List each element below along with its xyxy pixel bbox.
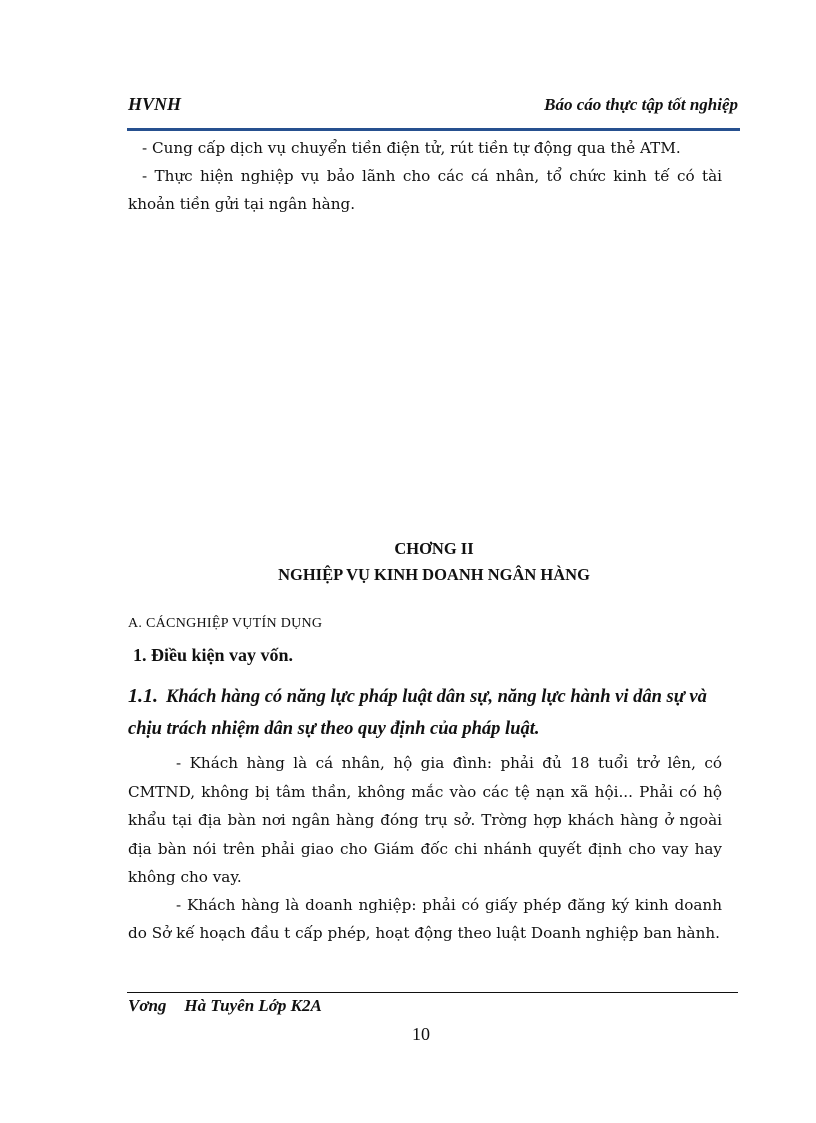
footer-author bbox=[128, 996, 322, 1016]
section-heading: A. CÁCNGHIỆP VỤTÍN DỤNG bbox=[128, 616, 323, 631]
heading-1-1-number: 1.1. bbox=[128, 685, 158, 707]
bullet-paragraph: - Thực hiện nghiệp vụ bảo lãnh cho các cá nhân, tổ chức kinh tế có tài khoản tiền gửi tại ngân hàng. bbox=[128, 167, 722, 213]
footer-name-class: Hà Tuyên Lớp K2A bbox=[184, 996, 322, 1015]
header-right: Báo cáo thực tập tốt nghiệp bbox=[544, 95, 738, 114]
footer-author-first: Vơng bbox=[128, 996, 167, 1015]
heading-1: 1. Điều kiện vay vốn. bbox=[133, 645, 294, 665]
bullet-paragraph: - Cung cấp dịch vụ chuyển tiền điện tử, rút tiền tự động qua thẻ ATM. bbox=[142, 139, 681, 157]
heading-1-1 bbox=[128, 680, 728, 745]
header-left: HVNH bbox=[128, 94, 182, 114]
chapter-label: CHƠNG II bbox=[394, 539, 474, 558]
chapter-title: NGHIỆP VỤ KINH DOANH NGÂN HÀNG bbox=[278, 565, 590, 584]
heading-1-1-text: Khách hàng có năng lực pháp luật dân sự, năng lực hành vi dân sự và chịu trách nhiệm dân sự theo quy định của pháp luật. bbox=[128, 687, 707, 739]
page-number: 10 bbox=[412, 1024, 430, 1044]
footer-rule bbox=[127, 992, 738, 993]
body-paragraph: - Khách hàng là doanh nghiệp: phải có giấy phép đăng ký kinh doanh do Sở kế hoạch đầu t cấp phép, hoạt động theo luật Doanh nghiệp ban hành. bbox=[128, 896, 722, 942]
body-paragraph: - Khách hàng là cá nhân, hộ gia đình: phải đủ 18 tuổi trở lên, có CMTND, không bị tâm thần, không mắc vào các tệ nạn xã hội... Phải có hộ khẩu tại địa bàn nơi ngân hàng đóng trụ sở. Trờng hợp khách hàng ở ngoài địa bàn nói trên phải giao cho Giám đốc chi nhánh quyết định cho vay hay không cho vay. bbox=[128, 754, 722, 886]
header-rule bbox=[127, 128, 740, 131]
